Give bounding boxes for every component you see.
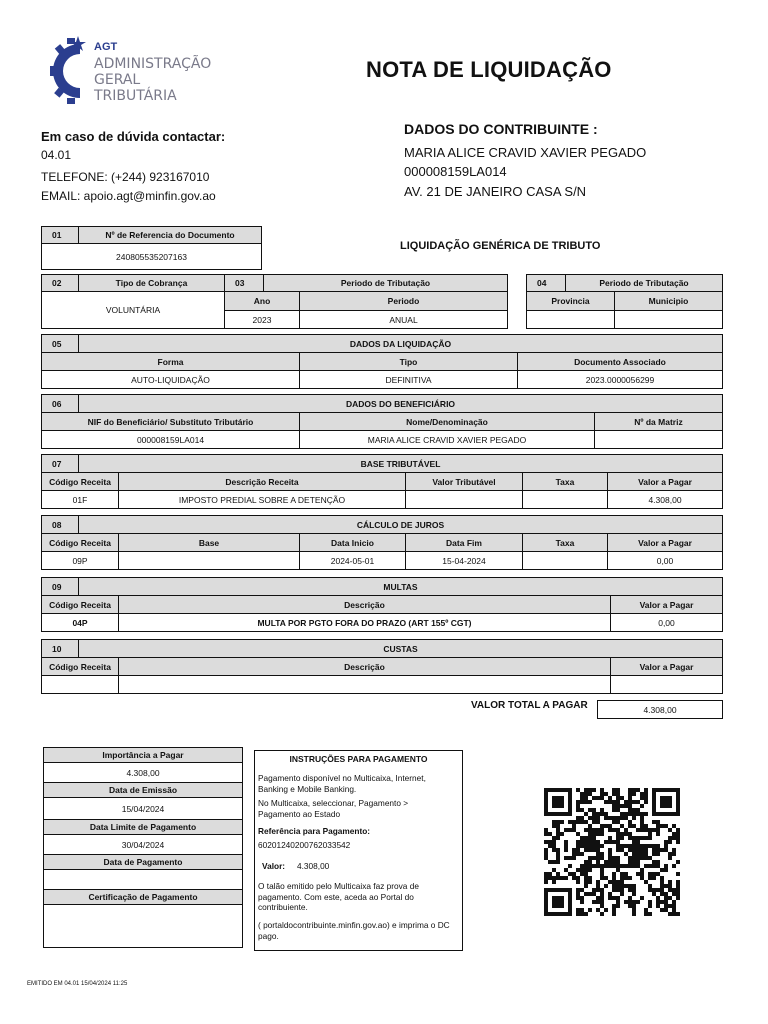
s10-col-descricao: Descrição <box>118 657 611 676</box>
instructions-p3: O talão emitido pelo Multicaixa faz prova de pagamento. Com este, aceda ao Portal do contribuiente. <box>258 881 419 912</box>
s09-codigo: 04P <box>41 613 119 632</box>
limite-label: Data Limite de Pagamento <box>43 819 243 835</box>
s05-col-tipo: Tipo <box>299 352 518 371</box>
contributor-address: AV. 21 DE JANEIRO CASA S/N <box>404 184 587 199</box>
s10-descricao <box>118 675 611 694</box>
s07-col-valor-tributavel: Valor Tributável <box>405 472 523 491</box>
s10-label: CUSTAS <box>78 639 723 658</box>
s08-number: 08 <box>41 515 79 534</box>
contact-email: EMAIL: apoio.agt@minfin.gov.ao <box>41 189 216 203</box>
s08-col-data-inicio: Data Inicio <box>299 533 406 552</box>
s07-number: 07 <box>41 454 79 473</box>
contributor-nif: 000008159LA014 <box>404 164 507 179</box>
importancia-value: 4.308,00 <box>43 762 243 783</box>
s03-ano: 2023 <box>224 310 300 329</box>
subtitle: LIQUIDAÇÃO GENÉRICA DE TRIBUTO <box>400 240 601 252</box>
instructions-heading: INSTRUÇÕES PARA PAGAMENTO <box>289 754 428 764</box>
agt-logo <box>50 36 220 106</box>
importancia-label: Importância a Pagar <box>43 747 243 763</box>
instructions-p2: No Multicaixa, seleccionar, Pagamento > Pagamento ao Estado <box>258 798 409 819</box>
s10-valor-pagar <box>610 675 723 694</box>
qr-code-icon <box>544 788 680 916</box>
s03-label: Periodo de Tributação <box>263 274 508 292</box>
s06-col-matriz: Nº da Matriz <box>594 412 723 431</box>
s10-col-codigo: Código Receita <box>41 657 119 676</box>
contact-phone: TELEFONE: (+244) 923167010 <box>41 170 210 184</box>
s05-col-documento: Documento Associado <box>517 352 723 371</box>
s07-valor-pagar: 4.308,00 <box>607 490 723 509</box>
total-label: VALOR TOTAL A PAGAR <box>471 700 588 711</box>
instructions-valor-label: Valor: <box>262 861 286 871</box>
s08-col-taxa: Taxa <box>522 533 608 552</box>
s08-valor-pagar: 0,00 <box>607 551 723 570</box>
logo-line-3: TRIBUTÁRIA <box>94 88 177 104</box>
s03-number: 03 <box>224 274 264 292</box>
s05-tipo: DEFINITIVA <box>299 370 518 389</box>
footer-emitido: EMITIDO EM 04.01 15/04/2024 11:25 <box>27 981 128 987</box>
s02-number: 02 <box>41 274 79 292</box>
s01-label: Nº de Referencia do Documento <box>78 226 262 244</box>
s06-nif: 000008159LA014 <box>41 430 300 449</box>
s06-label: DADOS DO BENEFICIÁRIO <box>78 394 723 413</box>
s08-col-base: Base <box>118 533 300 552</box>
s09-number: 09 <box>41 577 79 596</box>
s02-label: Tipo de Cobrança <box>78 274 225 292</box>
s05-label: DADOS DA LIQUIDAÇÃO <box>78 334 723 353</box>
s04-label: Periodo de Tributação <box>565 274 723 292</box>
s09-valor-pagar: 0,00 <box>610 613 723 632</box>
s08-codigo: 09P <box>41 551 119 570</box>
s06-col-nome: Nome/Denominação <box>299 412 595 431</box>
agt-gear-star-logo-icon <box>50 36 94 106</box>
s09-descricao: MULTA POR PGTO FORA DO PRAZO (ART 155º CGT) <box>118 613 611 632</box>
page-title: NOTA DE LIQUIDAÇÃO <box>366 57 612 82</box>
limite-value: 30/04/2024 <box>43 834 243 855</box>
s03-periodo: ANUAL <box>299 310 508 329</box>
emissao-value: 15/04/2024 <box>43 797 243 820</box>
s04-number: 04 <box>526 274 566 292</box>
s02-value: VOLUNTÁRIA <box>41 291 225 329</box>
s05-col-forma: Forma <box>41 352 300 371</box>
s08-data-inicio: 2024-05-01 <box>299 551 406 570</box>
s07-col-taxa: Taxa <box>522 472 608 491</box>
s08-label: CÁLCULO DE JUROS <box>78 515 723 534</box>
instructions-box <box>254 750 463 951</box>
s04-provincia-label: Provincia <box>526 291 615 311</box>
logo-line-1: ADMINISTRAÇÃO <box>94 56 212 72</box>
s01-number: 01 <box>41 226 79 244</box>
contributor-name: MARIA ALICE CRAVID XAVIER PEGADO <box>404 145 647 160</box>
s06-matriz <box>594 430 723 449</box>
s09-col-valor-pagar: Valor a Pagar <box>610 595 723 614</box>
s08-col-data-fim: Data Fim <box>405 533 523 552</box>
s07-taxa <box>522 490 608 509</box>
s07-col-valor-pagar: Valor a Pagar <box>607 472 723 491</box>
s07-label: BASE TRIBUTÁVEL <box>78 454 723 473</box>
s10-number: 10 <box>41 639 79 658</box>
instructions-p1: Pagamento disponível no Multicaixa, Internet, Banking e Mobile Banking. <box>258 773 426 794</box>
s04-municipio-label: Municipio <box>614 291 723 311</box>
data-pagamento-label: Data de Pagamento <box>43 854 243 870</box>
s08-base <box>118 551 300 570</box>
s06-nome: MARIA ALICE CRAVID XAVIER PEGADO <box>299 430 595 449</box>
s01-value: 240805535207163 <box>41 243 262 270</box>
certificacao-label: Certificação de Pagamento <box>43 889 243 905</box>
s07-codigo: 01F <box>41 490 119 509</box>
contributor-heading: DADOS DO CONTRIBUINTE : <box>404 121 598 137</box>
s05-forma: AUTO-LIQUIDAÇÃO <box>41 370 300 389</box>
s05-documento: 2023.0000056299 <box>517 370 723 389</box>
instructions-ref-label: Referência para Pagamento: <box>258 826 371 836</box>
s04-provincia <box>526 310 615 329</box>
s07-col-codigo: Código Receita <box>41 472 119 491</box>
contact-heading: Em caso de dúvida contactar: <box>41 129 226 144</box>
s08-col-codigo: Código Receita <box>41 533 119 552</box>
s08-data-fim: 15-04-2024 <box>405 551 523 570</box>
certificacao-value <box>43 904 243 948</box>
emissao-label: Data de Emissão <box>43 782 243 798</box>
logo-agt: AGT <box>94 41 118 53</box>
total-value: 4.308,00 <box>597 700 723 719</box>
logo-line-2: GERAL <box>94 72 141 88</box>
s04-municipio <box>614 310 723 329</box>
s07-col-descricao: Descrição Receita <box>118 472 406 491</box>
s05-number: 05 <box>41 334 79 353</box>
contact-code: 04.01 <box>41 148 72 162</box>
s09-label: MULTAS <box>78 577 723 596</box>
s06-col-nif: NIF do Beneficiário/ Substituto Tributário <box>41 412 300 431</box>
s09-col-descricao: Descrição <box>118 595 611 614</box>
data-pagamento-value <box>43 869 243 890</box>
s10-col-valor-pagar: Valor a Pagar <box>610 657 723 676</box>
s10-codigo <box>41 675 119 694</box>
s06-number: 06 <box>41 394 79 413</box>
s07-valor-tributavel <box>405 490 523 509</box>
s07-descricao: IMPOSTO PREDIAL SOBRE A DETENÇÃO <box>118 490 406 509</box>
instructions-valor: 4.308,00 <box>297 861 330 871</box>
s03-periodo-label: Periodo <box>299 291 508 311</box>
s03-ano-label: Ano <box>224 291 300 311</box>
s08-taxa <box>522 551 608 570</box>
instructions-ref: 60201240200762033542 <box>258 840 351 850</box>
instructions-p4: ( portaldocontribuinte.minfin.gov.ao) e imprima o DC pago. <box>258 920 450 941</box>
s09-col-codigo: Código Receita <box>41 595 119 614</box>
s08-col-valor-pagar: Valor a Pagar <box>607 533 723 552</box>
